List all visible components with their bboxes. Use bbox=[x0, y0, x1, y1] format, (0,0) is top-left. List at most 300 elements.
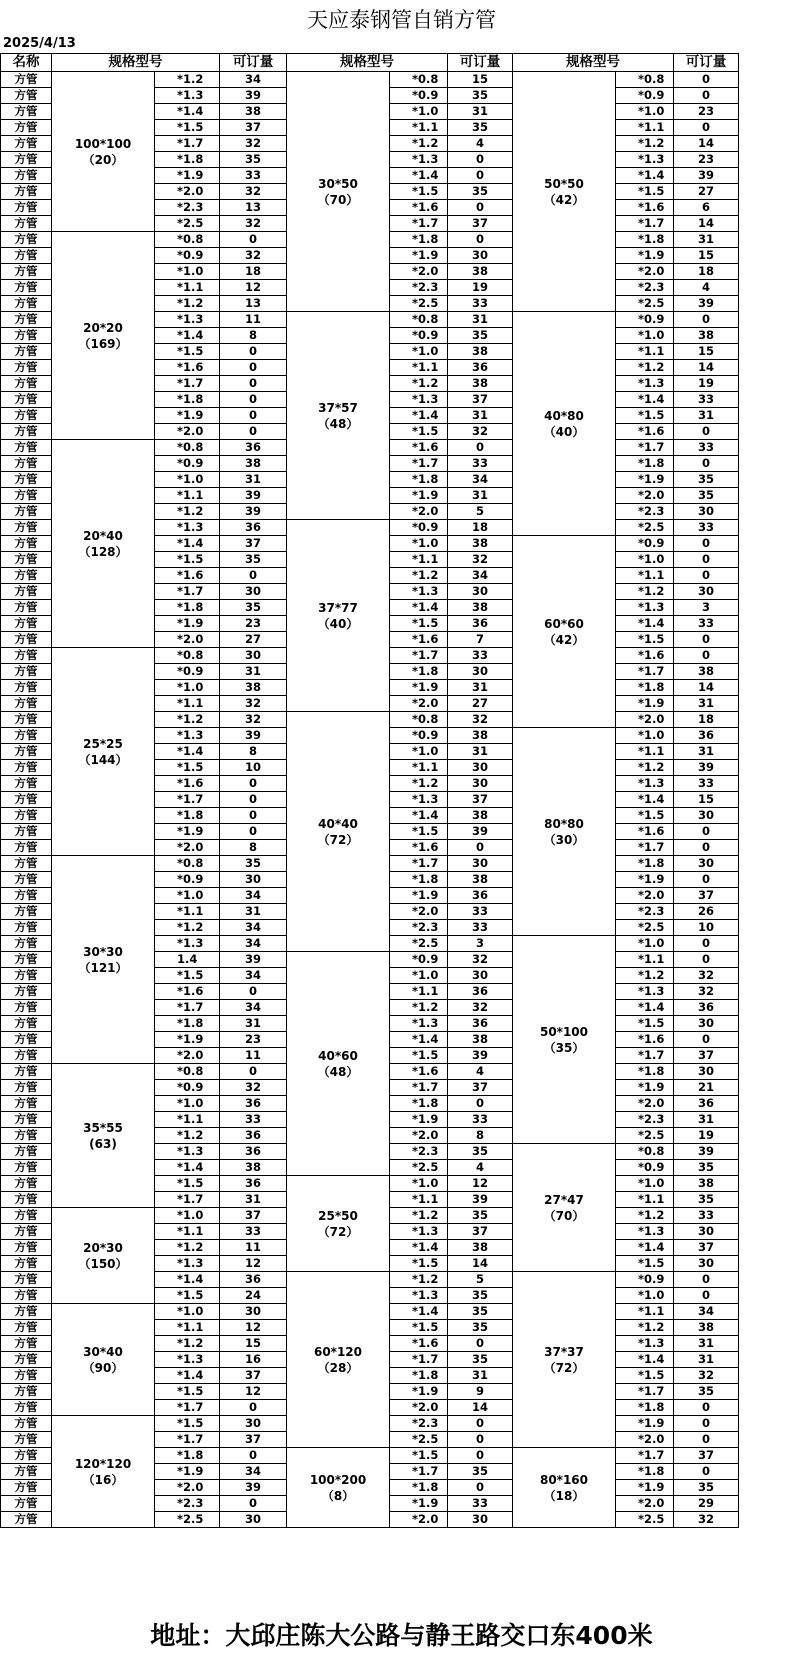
thickness-cell: *1.2 bbox=[155, 1336, 220, 1352]
product-name-cell: 方管 bbox=[1, 152, 52, 168]
quantity-cell: 33 bbox=[448, 1112, 513, 1128]
product-name-cell: 方管 bbox=[1, 1496, 52, 1512]
thickness-cell: *1.9 bbox=[616, 248, 674, 264]
size-group-cell bbox=[287, 72, 390, 312]
quantity-cell: 3 bbox=[674, 600, 739, 616]
thickness-cell: *0.9 bbox=[616, 536, 674, 552]
product-name-cell: 方管 bbox=[1, 440, 52, 456]
thickness-cell: *2.5 bbox=[390, 296, 448, 312]
group-count: （30） bbox=[543, 832, 585, 847]
quantity-cell: 0 bbox=[674, 824, 739, 840]
quantity-cell: 5 bbox=[448, 504, 513, 520]
quantity-cell: 35 bbox=[448, 1144, 513, 1160]
thickness-cell: *0.9 bbox=[616, 312, 674, 328]
thickness-cell: *1.4 bbox=[390, 1240, 448, 1256]
quantity-cell: 0 bbox=[220, 1496, 287, 1512]
quantity-cell: 33 bbox=[674, 392, 739, 408]
quantity-cell: 32 bbox=[448, 1000, 513, 1016]
group-count: （72） bbox=[317, 832, 359, 847]
thickness-cell: *1.4 bbox=[390, 1032, 448, 1048]
size-group-cell bbox=[52, 232, 155, 440]
size-label: 60*120 bbox=[313, 1344, 363, 1359]
thickness-cell: *1.3 bbox=[390, 792, 448, 808]
quantity-cell: 21 bbox=[674, 1080, 739, 1096]
thickness-cell: *0.9 bbox=[155, 248, 220, 264]
thickness-cell: *1.3 bbox=[616, 152, 674, 168]
quantity-cell: 29 bbox=[674, 1496, 739, 1512]
thickness-cell: *1.1 bbox=[616, 1304, 674, 1320]
size-group-cell bbox=[513, 312, 616, 536]
product-name-cell: 方管 bbox=[1, 1112, 52, 1128]
thickness-cell: *1.2 bbox=[155, 1128, 220, 1144]
thickness-cell: *0.8 bbox=[155, 648, 220, 664]
date-label: 2025/4/13 bbox=[3, 36, 76, 51]
quantity-cell: 31 bbox=[220, 472, 287, 488]
product-name-cell: 方管 bbox=[1, 888, 52, 904]
product-name-cell: 方管 bbox=[1, 1352, 52, 1368]
quantity-cell: 12 bbox=[448, 1176, 513, 1192]
quantity-cell: 0 bbox=[448, 200, 513, 216]
thickness-cell: *2.3 bbox=[616, 504, 674, 520]
thickness-cell: *1.4 bbox=[616, 616, 674, 632]
thickness-cell: *1.3 bbox=[616, 984, 674, 1000]
thickness-cell: *1.5 bbox=[390, 1048, 448, 1064]
quantity-cell: 37 bbox=[220, 536, 287, 552]
thickness-cell: *1.6 bbox=[155, 776, 220, 792]
thickness-cell: *1.1 bbox=[390, 120, 448, 136]
thickness-cell: *1.1 bbox=[155, 696, 220, 712]
quantity-cell: 0 bbox=[674, 552, 739, 568]
quantity-cell: 11 bbox=[220, 1240, 287, 1256]
thickness-cell: *1.3 bbox=[155, 728, 220, 744]
quantity-cell: 0 bbox=[448, 1336, 513, 1352]
quantity-cell: 32 bbox=[448, 552, 513, 568]
thickness-cell: *1.5 bbox=[155, 1176, 220, 1192]
quantity-cell: 0 bbox=[448, 168, 513, 184]
quantity-cell: 35 bbox=[674, 1480, 739, 1496]
thickness-cell: *1.8 bbox=[390, 1480, 448, 1496]
thickness-cell: *1.8 bbox=[390, 664, 448, 680]
product-name-cell: 方管 bbox=[1, 808, 52, 824]
quantity-cell: 15 bbox=[674, 344, 739, 360]
thickness-cell: *1.9 bbox=[155, 1032, 220, 1048]
quantity-cell: 31 bbox=[220, 1016, 287, 1032]
product-name-cell: 方管 bbox=[1, 1480, 52, 1496]
size-group-cell bbox=[287, 312, 390, 520]
quantity-cell: 36 bbox=[674, 1000, 739, 1016]
product-name-cell: 方管 bbox=[1, 200, 52, 216]
quantity-cell: 34 bbox=[220, 936, 287, 952]
size-group-cell bbox=[52, 1416, 155, 1528]
size-label: 20*30 bbox=[83, 1240, 123, 1255]
quantity-cell: 31 bbox=[448, 104, 513, 120]
quantity-cell: 31 bbox=[448, 312, 513, 328]
quantity-cell: 32 bbox=[674, 984, 739, 1000]
thickness-cell: *1.5 bbox=[155, 120, 220, 136]
thickness-cell: *2.0 bbox=[155, 1048, 220, 1064]
quantity-cell: 36 bbox=[220, 1176, 287, 1192]
product-name-cell: 方管 bbox=[1, 104, 52, 120]
thickness-cell: *0.9 bbox=[390, 328, 448, 344]
thickness-cell: *1.7 bbox=[390, 216, 448, 232]
page-title: 天应泰钢管自销方管 bbox=[307, 8, 496, 32]
quantity-cell: 27 bbox=[674, 184, 739, 200]
thickness-cell: *1.0 bbox=[390, 1176, 448, 1192]
product-name-cell: 方管 bbox=[1, 376, 52, 392]
quantity-cell: 38 bbox=[448, 1032, 513, 1048]
quantity-cell: 0 bbox=[674, 568, 739, 584]
thickness-cell: *2.0 bbox=[155, 840, 220, 856]
size-label: 40*40 bbox=[318, 816, 358, 831]
thickness-cell: *1.3 bbox=[390, 1016, 448, 1032]
product-name-cell: 方管 bbox=[1, 488, 52, 504]
quantity-cell: 32 bbox=[448, 712, 513, 728]
quantity-cell: 31 bbox=[674, 744, 739, 760]
quantity-cell: 0 bbox=[674, 1032, 739, 1048]
thickness-cell: *1.0 bbox=[155, 472, 220, 488]
thickness-cell: *2.3 bbox=[616, 280, 674, 296]
quantity-cell: 10 bbox=[220, 760, 287, 776]
group-count: （144） bbox=[78, 752, 128, 767]
thickness-cell: *1.7 bbox=[616, 1384, 674, 1400]
thickness-cell: *1.1 bbox=[155, 488, 220, 504]
quantity-cell: 0 bbox=[220, 776, 287, 792]
quantity-cell: 34 bbox=[220, 968, 287, 984]
thickness-cell: *1.3 bbox=[155, 1256, 220, 1272]
thickness-cell: *1.9 bbox=[616, 1416, 674, 1432]
product-name-cell: 方管 bbox=[1, 1208, 52, 1224]
thickness-cell: *1.0 bbox=[616, 104, 674, 120]
size-label: 120*120 bbox=[74, 1456, 132, 1471]
thickness-cell: *1.7 bbox=[390, 1464, 448, 1480]
product-name-cell: 方管 bbox=[1, 1160, 52, 1176]
quantity-cell: 23 bbox=[220, 1032, 287, 1048]
thickness-cell: *1.3 bbox=[390, 1288, 448, 1304]
quantity-cell: 33 bbox=[674, 616, 739, 632]
quantity-cell: 0 bbox=[448, 1480, 513, 1496]
product-name-cell: 方管 bbox=[1, 1032, 52, 1048]
size-label: 40*60 bbox=[318, 1048, 358, 1063]
quantity-cell: 35 bbox=[674, 488, 739, 504]
quantity-cell: 8 bbox=[448, 1128, 513, 1144]
quantity-cell: 36 bbox=[220, 1272, 287, 1288]
thickness-cell: *2.5 bbox=[390, 936, 448, 952]
thickness-cell: *1.1 bbox=[390, 552, 448, 568]
product-name-cell: 方管 bbox=[1, 744, 52, 760]
quantity-cell: 0 bbox=[220, 824, 287, 840]
quantity-cell: 35 bbox=[448, 184, 513, 200]
product-name-cell: 方管 bbox=[1, 1128, 52, 1144]
quantity-cell: 32 bbox=[220, 216, 287, 232]
quantity-cell: 0 bbox=[220, 424, 287, 440]
quantity-cell: 37 bbox=[220, 1432, 287, 1448]
header-row bbox=[1, 54, 739, 72]
quantity-cell: 0 bbox=[674, 1432, 739, 1448]
quantity-cell: 0 bbox=[674, 840, 739, 856]
thickness-cell: *1.7 bbox=[155, 1000, 220, 1016]
thickness-cell: *1.0 bbox=[155, 264, 220, 280]
quantity-cell: 37 bbox=[448, 1080, 513, 1096]
size-label: 25*25 bbox=[83, 736, 123, 751]
thickness-cell: *1.0 bbox=[390, 968, 448, 984]
product-name-cell: 方管 bbox=[1, 792, 52, 808]
group-count: （16） bbox=[82, 1472, 124, 1487]
thickness-cell: *1.7 bbox=[390, 648, 448, 664]
quantity-cell: 0 bbox=[448, 152, 513, 168]
product-name-cell: 方管 bbox=[1, 712, 52, 728]
quantity-cell: 31 bbox=[448, 1368, 513, 1384]
thickness-cell: *1.9 bbox=[155, 616, 220, 632]
quantity-cell: 36 bbox=[448, 360, 513, 376]
quantity-cell: 18 bbox=[674, 264, 739, 280]
product-name-cell: 方管 bbox=[1, 904, 52, 920]
thickness-cell: *1.8 bbox=[616, 1464, 674, 1480]
quantity-cell: 30 bbox=[220, 1416, 287, 1432]
thickness-cell: *1.1 bbox=[155, 1224, 220, 1240]
quantity-cell: 14 bbox=[674, 136, 739, 152]
quantity-cell: 31 bbox=[674, 408, 739, 424]
group-count: （128） bbox=[78, 544, 128, 559]
thickness-cell: *0.8 bbox=[616, 1144, 674, 1160]
thickness-cell: *1.2 bbox=[390, 376, 448, 392]
product-name-cell: 方管 bbox=[1, 584, 52, 600]
product-name-cell: 方管 bbox=[1, 1288, 52, 1304]
size-group-cell bbox=[52, 72, 155, 232]
thickness-cell: *1.4 bbox=[616, 792, 674, 808]
quantity-cell: 35 bbox=[448, 120, 513, 136]
product-name-cell: 方管 bbox=[1, 184, 52, 200]
product-name-cell: 方管 bbox=[1, 216, 52, 232]
thickness-cell: *1.1 bbox=[616, 952, 674, 968]
quantity-cell: 0 bbox=[220, 376, 287, 392]
product-name-cell: 方管 bbox=[1, 664, 52, 680]
quantity-cell: 0 bbox=[674, 1400, 739, 1416]
thickness-cell: *2.0 bbox=[616, 1096, 674, 1112]
quantity-cell: 31 bbox=[220, 664, 287, 680]
thickness-cell: *1.5 bbox=[616, 1256, 674, 1272]
thickness-cell: *1.3 bbox=[390, 584, 448, 600]
quantity-cell: 30 bbox=[448, 776, 513, 792]
group-count: （121） bbox=[78, 960, 128, 975]
quantity-cell: 36 bbox=[448, 888, 513, 904]
quantity-cell: 7 bbox=[448, 632, 513, 648]
quantity-cell: 34 bbox=[220, 888, 287, 904]
thickness-cell: *1.2 bbox=[155, 72, 220, 88]
thickness-cell: *1.0 bbox=[390, 104, 448, 120]
size-group-cell bbox=[513, 1272, 616, 1448]
thickness-cell: *0.8 bbox=[390, 312, 448, 328]
size-group-cell bbox=[513, 936, 616, 1144]
quantity-cell: 39 bbox=[448, 1048, 513, 1064]
quantity-cell: 5 bbox=[448, 1272, 513, 1288]
quantity-cell: 12 bbox=[220, 1384, 287, 1400]
thickness-cell: *1.5 bbox=[390, 824, 448, 840]
quantity-cell: 38 bbox=[674, 1320, 739, 1336]
thickness-cell: *1.3 bbox=[155, 88, 220, 104]
quantity-cell: 39 bbox=[220, 504, 287, 520]
thickness-cell: *1.0 bbox=[616, 1288, 674, 1304]
thickness-cell: *0.9 bbox=[155, 456, 220, 472]
thickness-cell: *1.4 bbox=[390, 808, 448, 824]
quantity-cell: 35 bbox=[220, 152, 287, 168]
thickness-cell: *1.1 bbox=[390, 360, 448, 376]
thickness-cell: *1.8 bbox=[155, 1448, 220, 1464]
size-label: 50*100 bbox=[539, 1024, 589, 1039]
thickness-cell: *1.6 bbox=[390, 840, 448, 856]
thickness-cell: *1.8 bbox=[616, 856, 674, 872]
thickness-cell: *1.2 bbox=[155, 712, 220, 728]
product-name-cell: 方管 bbox=[1, 728, 52, 744]
quantity-cell: 24 bbox=[220, 1288, 287, 1304]
quantity-cell: 36 bbox=[220, 1144, 287, 1160]
product-name-cell: 方管 bbox=[1, 280, 52, 296]
thickness-cell: *1.4 bbox=[390, 168, 448, 184]
group-count: （8） bbox=[321, 1488, 355, 1503]
product-name-cell: 方管 bbox=[1, 1384, 52, 1400]
quantity-cell: 11 bbox=[220, 312, 287, 328]
quantity-cell: 6 bbox=[674, 200, 739, 216]
thickness-cell: *1.6 bbox=[616, 200, 674, 216]
thickness-cell: *1.8 bbox=[390, 472, 448, 488]
product-name-cell: 方管 bbox=[1, 1416, 52, 1432]
thickness-cell: *1.9 bbox=[390, 248, 448, 264]
header-qty-1: 可订量 bbox=[220, 54, 287, 72]
product-name-cell: 方管 bbox=[1, 1256, 52, 1272]
quantity-cell: 35 bbox=[448, 328, 513, 344]
quantity-cell: 30 bbox=[448, 584, 513, 600]
product-name-cell: 方管 bbox=[1, 312, 52, 328]
quantity-cell: 38 bbox=[448, 808, 513, 824]
thickness-cell: *1.9 bbox=[616, 472, 674, 488]
thickness-cell: *1.0 bbox=[616, 728, 674, 744]
thickness-cell: *1.6 bbox=[616, 824, 674, 840]
quantity-cell: 35 bbox=[448, 1208, 513, 1224]
quantity-cell: 35 bbox=[448, 1352, 513, 1368]
group-count: （90） bbox=[82, 1360, 124, 1375]
quantity-cell: 33 bbox=[448, 904, 513, 920]
thickness-cell: *1.1 bbox=[155, 1320, 220, 1336]
thickness-cell: *2.3 bbox=[616, 1112, 674, 1128]
quantity-cell: 32 bbox=[448, 952, 513, 968]
thickness-cell: *1.5 bbox=[155, 1416, 220, 1432]
quantity-cell: 30 bbox=[674, 1256, 739, 1272]
thickness-cell: *1.8 bbox=[616, 1400, 674, 1416]
thickness-cell: *1.4 bbox=[155, 1272, 220, 1288]
product-name-cell: 方管 bbox=[1, 1000, 52, 1016]
product-name-cell: 方管 bbox=[1, 456, 52, 472]
quantity-cell: 37 bbox=[220, 1208, 287, 1224]
quantity-cell: 12 bbox=[220, 1256, 287, 1272]
product-name-cell: 方管 bbox=[1, 1048, 52, 1064]
quantity-cell: 0 bbox=[448, 1432, 513, 1448]
quantity-cell: 33 bbox=[674, 1208, 739, 1224]
quantity-cell: 30 bbox=[448, 856, 513, 872]
quantity-cell: 13 bbox=[220, 296, 287, 312]
thickness-cell: *1.6 bbox=[155, 360, 220, 376]
thickness-cell: *1.8 bbox=[616, 232, 674, 248]
quantity-cell: 38 bbox=[448, 536, 513, 552]
group-count: （42） bbox=[543, 192, 585, 207]
size-group-cell bbox=[287, 1176, 390, 1272]
thickness-cell: *1.5 bbox=[155, 552, 220, 568]
product-name-cell: 方管 bbox=[1, 600, 52, 616]
quantity-cell: 10 bbox=[674, 920, 739, 936]
quantity-cell: 35 bbox=[448, 1288, 513, 1304]
size-group-cell bbox=[52, 856, 155, 1064]
quantity-cell: 19 bbox=[674, 1128, 739, 1144]
group-count: （20） bbox=[82, 152, 124, 167]
thickness-cell: *2.5 bbox=[616, 1512, 674, 1528]
quantity-cell: 36 bbox=[448, 616, 513, 632]
thickness-cell: *1.3 bbox=[616, 376, 674, 392]
quantity-cell: 32 bbox=[448, 424, 513, 440]
thickness-cell: *1.2 bbox=[616, 968, 674, 984]
group-count: （18） bbox=[543, 1488, 585, 1503]
quantity-cell: 30 bbox=[674, 1016, 739, 1032]
thickness-cell: *1.9 bbox=[155, 1464, 220, 1480]
quantity-cell: 0 bbox=[448, 232, 513, 248]
product-name-cell: 方管 bbox=[1, 1064, 52, 1080]
thickness-cell: *1.7 bbox=[616, 1448, 674, 1464]
quantity-cell: 14 bbox=[674, 680, 739, 696]
thickness-cell: *1.3 bbox=[390, 152, 448, 168]
thickness-cell: *1.7 bbox=[390, 1352, 448, 1368]
thickness-cell: *2.0 bbox=[616, 888, 674, 904]
quantity-cell: 4 bbox=[448, 1160, 513, 1176]
quantity-cell: 27 bbox=[448, 696, 513, 712]
product-name-cell: 方管 bbox=[1, 232, 52, 248]
thickness-cell: *1.2 bbox=[390, 776, 448, 792]
thickness-cell: *1.6 bbox=[616, 424, 674, 440]
thickness-cell: *1.4 bbox=[390, 408, 448, 424]
quantity-cell: 35 bbox=[674, 1192, 739, 1208]
thickness-cell: *1.3 bbox=[155, 936, 220, 952]
thickness-cell: *0.8 bbox=[390, 712, 448, 728]
thickness-cell: *2.5 bbox=[616, 1128, 674, 1144]
group-count: （40） bbox=[317, 616, 359, 631]
product-name-cell: 方管 bbox=[1, 760, 52, 776]
thickness-cell: *1.5 bbox=[616, 184, 674, 200]
quantity-cell: 37 bbox=[448, 392, 513, 408]
thickness-cell: *1.5 bbox=[390, 1448, 448, 1464]
quantity-cell: 30 bbox=[448, 760, 513, 776]
quantity-cell: 14 bbox=[448, 1400, 513, 1416]
product-name-cell: 方管 bbox=[1, 1368, 52, 1384]
thickness-cell: *0.8 bbox=[155, 856, 220, 872]
thickness-cell: *2.0 bbox=[616, 264, 674, 280]
size-group-cell bbox=[52, 1208, 155, 1304]
quantity-cell: 30 bbox=[674, 856, 739, 872]
quantity-cell: 38 bbox=[220, 680, 287, 696]
quantity-cell: 16 bbox=[220, 1352, 287, 1368]
thickness-cell: *1.1 bbox=[155, 280, 220, 296]
thickness-cell: *1.4 bbox=[616, 1240, 674, 1256]
inventory-table bbox=[0, 53, 739, 1528]
thickness-cell: *1.8 bbox=[390, 872, 448, 888]
thickness-cell: *0.8 bbox=[390, 72, 448, 88]
group-count: （150） bbox=[78, 1256, 128, 1271]
thickness-cell: *1.3 bbox=[616, 776, 674, 792]
thickness-cell: *1.3 bbox=[155, 1352, 220, 1368]
quantity-cell: 35 bbox=[448, 1464, 513, 1480]
thickness-cell: *1.7 bbox=[155, 792, 220, 808]
product-name-cell: 方管 bbox=[1, 1432, 52, 1448]
quantity-cell: 31 bbox=[674, 1336, 739, 1352]
thickness-cell: *1.0 bbox=[616, 1176, 674, 1192]
quantity-cell: 31 bbox=[674, 1112, 739, 1128]
thickness-cell: *1.4 bbox=[155, 1368, 220, 1384]
size-group-cell bbox=[287, 712, 390, 952]
